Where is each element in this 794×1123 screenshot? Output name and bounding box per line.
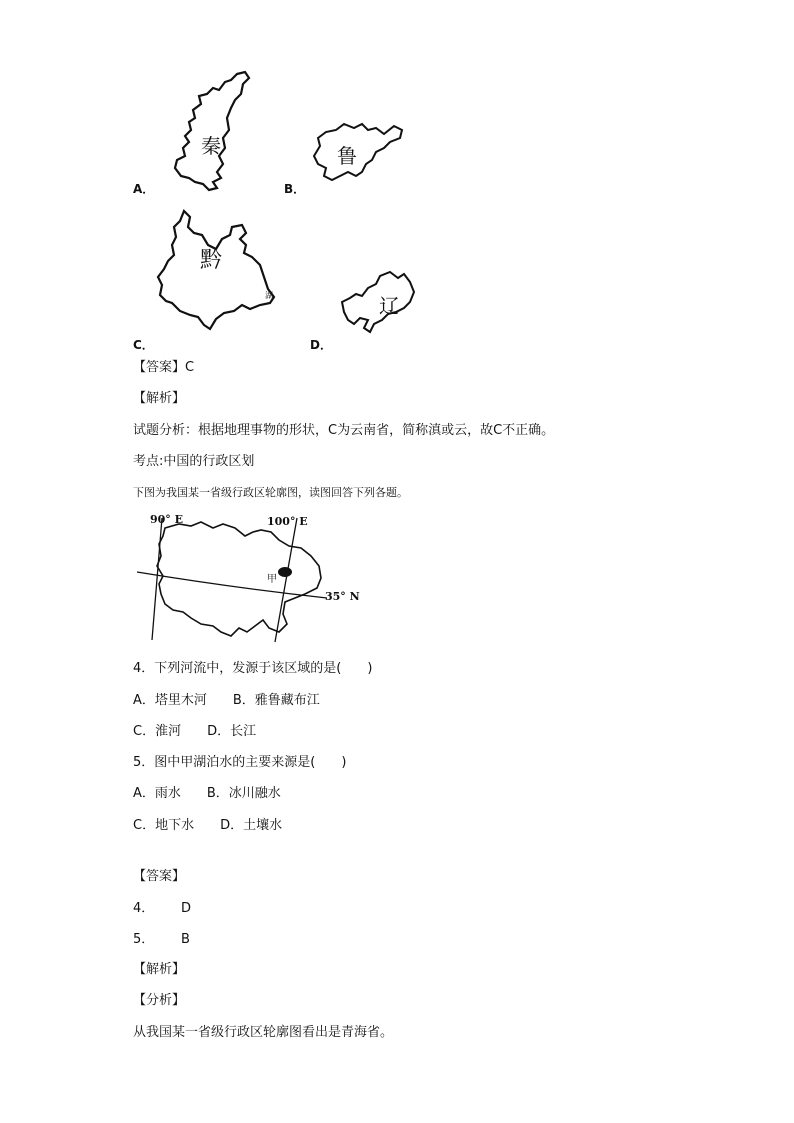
option-b-abbr: 鲁 [337, 144, 357, 168]
option-c-abbr: 黔 [200, 248, 223, 273]
answer-heading-2: 【答案】 [133, 869, 186, 884]
analysis-text-1: 试题分析：根据地理事物的形状，C为云南省，简称滇或云，故C不正确。 [133, 423, 555, 438]
answer-5-value: B [181, 932, 190, 947]
conclusion-text: 从我国某一省级行政区轮廓图看出是青海省。 [133, 1025, 394, 1040]
fenxi-heading: 【分析】 [133, 993, 186, 1008]
shandong-outline [310, 118, 410, 186]
parallel-35n [137, 572, 327, 598]
q4-options-row2[interactable]: C．淮河 D．长江 [133, 724, 257, 739]
option-b-letter[interactable]: B． [284, 182, 306, 196]
qinghai-map [135, 510, 375, 645]
analysis-heading-2: 【解析】 [133, 962, 186, 977]
option-c-small-label: 湖 [265, 291, 273, 300]
answer-5-num: 5． [133, 932, 155, 947]
option-c-map [150, 205, 280, 335]
option-b-map [310, 118, 410, 186]
option-c-letter[interactable]: C． [133, 338, 154, 352]
label-lake-jia: 甲 [267, 574, 277, 585]
analysis-heading-1: 【解析】 [133, 391, 186, 406]
intro-text: 下图为我国某一省级行政区轮廓图，读图回答下列各题。 [133, 486, 408, 499]
label-90e: 90° E [150, 513, 184, 526]
label-35n: 35° N [325, 590, 360, 603]
meridian-90e [152, 518, 162, 640]
answer-4-value: D [181, 901, 192, 916]
q5-options-row1[interactable]: A．雨水 B．冰川融水 [133, 786, 281, 801]
option-a-letter[interactable]: A． [133, 182, 155, 196]
answer-line-1: 【答案】C [133, 360, 195, 375]
q4-stem: 4．下列河流中，发源于该区域的是( ) [133, 661, 373, 676]
option-a-map [165, 68, 255, 193]
answer-4-num: 4． [133, 901, 155, 916]
label-100e: 100° E [267, 515, 308, 528]
qinghai-map-svg [135, 510, 375, 645]
q5-stem: 5．图中甲湖泊水的主要来源是( ) [133, 755, 347, 770]
option-d-letter[interactable]: D． [310, 338, 332, 352]
option-d-abbr: 辽 [379, 294, 399, 318]
option-a-abbr: 秦 [201, 134, 221, 158]
option-d-map [338, 268, 420, 340]
q5-options-row2[interactable]: C．地下水 D．土壤水 [133, 818, 283, 833]
q4-options-row1[interactable]: A．塔里木河 B．雅鲁藏布江 [133, 693, 320, 708]
lake-jia-marker [278, 567, 292, 577]
kaodian: 考点:中国的行政区划 [133, 454, 255, 469]
